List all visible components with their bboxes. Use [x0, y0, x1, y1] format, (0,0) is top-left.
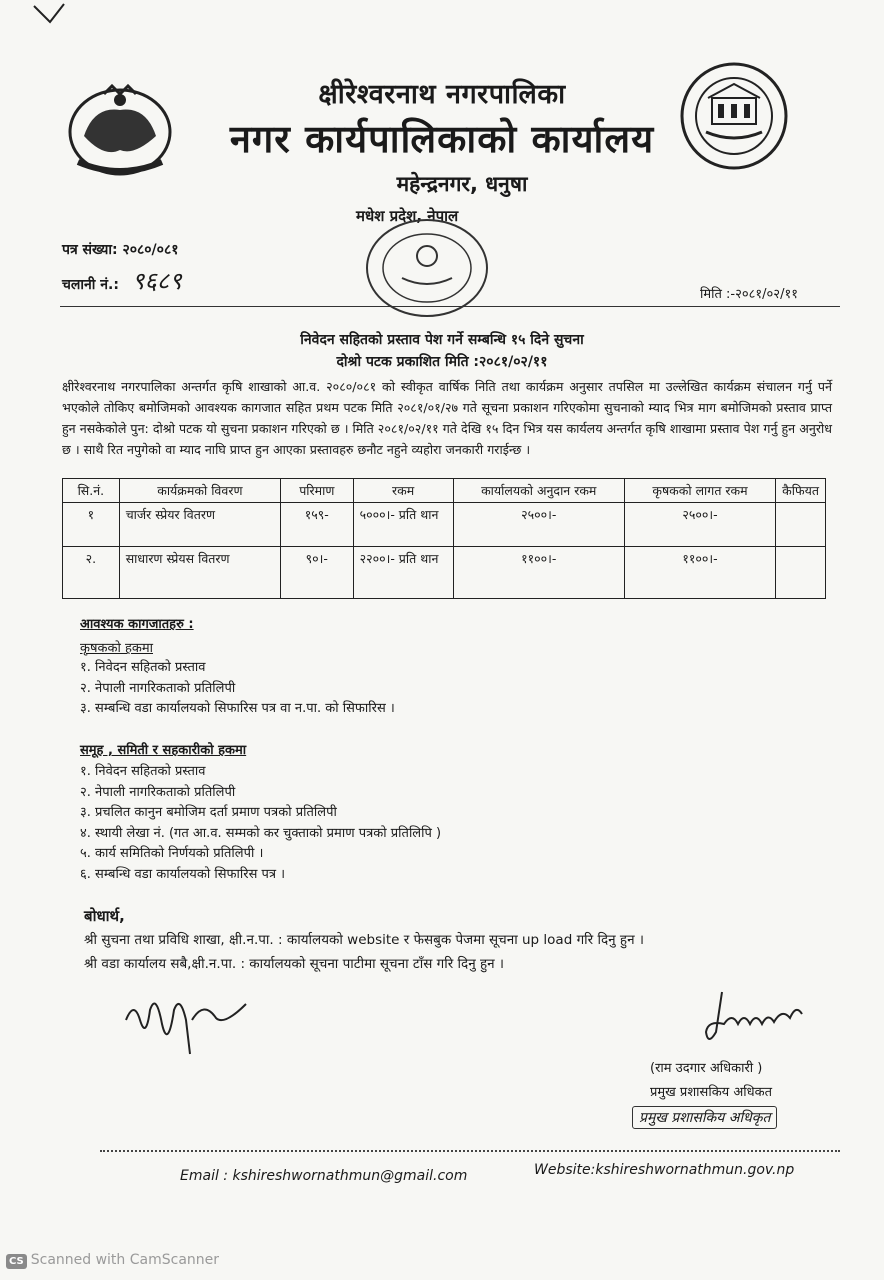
cell-office-grant: ११००।-	[453, 547, 624, 599]
list-item: ३. सम्बन्धि वडा कार्यालयको सिफारिस पत्र वा न.पा. को सिफारिस ।	[80, 701, 395, 716]
cell-quantity: १५९-	[281, 503, 354, 547]
scanner-watermark	[6, 1252, 219, 1269]
issue-date-value: २०८१/०२/११	[735, 287, 798, 302]
cell-serial: १	[63, 503, 120, 547]
office-location: महेन्द्रनगर, धनुषा	[396, 172, 528, 196]
list-item: ३. प्रचलित कानुन बमोजिम दर्ता प्रमाण पत्रको प्रतिलिपी	[80, 805, 337, 820]
cell-amount: २२००।- प्रति थान	[353, 547, 453, 599]
notice-body: क्षीरेश्वरनाथ नगरपालिका अन्तर्गत कृषि शाखाको आ.व. २०८०/०८१ को स्वीकृत वार्षिक निति तथा कार्यक्रम अनुसार तपसिल मा उल्लेखित कार्यक्रम संचालन गर्नु पर्ने भएकोले तोकिए बमोजिमको आवश्यक कागजात सहित प्रथम पटक मिति २०८१/०१/२७ गते सूचना प्रकाशन गरिएकोमा सुचनाको म्याद भित्र माग बमोजिमको प्रस्ताव प्राप्त हुन नसकेकोले पुन: दोश्रो पटक यो सुचना प्रकाशन गरिएको छ । मिति २०८१/०२/११ गते देखि १५ दिन भित्र यस कार्यलय अन्तर्गत कृषि शाखामा प्रस्ताव पेश गर्नु हुन अनुरोध छ । साथै रित नपुगेको वा म्याद नाघि प्राप्त हुन आएका प्रस्तावहरु छनौट नहुने व्यहोरा जनकारी गराईन्छ ।	[62, 379, 832, 457]
office-stamp-icon	[362, 216, 492, 320]
cc-heading: बोधार्थ,	[84, 907, 125, 925]
header-divider	[60, 306, 840, 307]
cell-program: चार्जर स्प्रेयर वितरण	[119, 503, 280, 547]
footer-website: Website:kshireshwornathmun.gov.np	[534, 1162, 795, 1178]
scanner-text: Scanned with CamScanner	[30, 1252, 220, 1268]
cell-quantity: ९०।-	[281, 547, 354, 599]
corner-mark	[30, 0, 70, 30]
footer-divider	[100, 1150, 840, 1152]
cell-amount: ५०००।- प्रति थान	[353, 503, 453, 547]
list-item: २. नेपाली नागरिकताको प्रतिलिपी	[80, 680, 236, 696]
cell-remarks	[776, 547, 826, 599]
office-name: नगर कार्यपालिकाको कार्यालय	[229, 117, 655, 161]
group-documents-list	[80, 762, 441, 885]
letter-number	[62, 240, 179, 259]
cell-office-grant: २५००।-	[453, 503, 624, 547]
cc-line-it-branch: श्री सुचना तथा प्रविधि शाखा, क्षी.न.पा. : कार्यालयको website र फेसबुक पेजमा सूचना up load गरि दिनु हुन ।	[84, 932, 644, 948]
col-office-grant: कार्यालयको अनुदान रकम	[453, 479, 624, 503]
program-table	[62, 478, 826, 599]
second-publish-date: दोश्रो पटक प्रकाशित मिति :२०८१/०२/११	[336, 354, 548, 370]
group-heading: समूह , समिती र सहकारीको हकमा	[80, 743, 247, 758]
initials-signature-icon	[120, 990, 250, 1060]
letter-number-value: २०८०/०८१	[122, 242, 179, 258]
table-row	[63, 547, 826, 599]
cell-serial: २.	[63, 547, 120, 599]
issue-date-label: मिति :-	[700, 287, 736, 302]
dispatch-number	[62, 264, 182, 297]
camscanner-logo-icon: CS	[6, 1254, 27, 1269]
dispatch-number-label: चलानी नं.:	[62, 277, 119, 293]
footer-email: Email : kshireshwornathmun@gmail.com	[180, 1168, 468, 1184]
list-item: २. नेपाली नागरिकताको प्रतिलिपी	[80, 784, 236, 800]
table-row	[63, 503, 826, 547]
cc-line-ward-offices: श्री वडा कार्यालय सबै,क्षी.न.पा. : कार्यालयको सूचना पाटीमा सूचना टाँस गरि दिनु हुन ।	[84, 956, 505, 972]
col-farmer-cost: कृषकको लागत रकम	[624, 479, 775, 503]
cell-farmer-cost: २५००।-	[624, 503, 775, 547]
col-serial: सि.नं.	[63, 479, 120, 503]
cell-remarks	[776, 503, 826, 547]
cell-farmer-cost: ११००।-	[624, 547, 775, 599]
cell-program: साधारण स्प्रेयस वितरण	[119, 547, 280, 599]
list-item: ४. स्थायी लेखा नं. (गत आ.व. सम्मको कर चुक्ताको प्रमाण पत्रको प्रतिलिपि )	[80, 825, 442, 841]
table-header-row	[63, 479, 826, 503]
col-remarks: कैफियत	[776, 479, 826, 503]
municipality-name: क्षीरेश्वरनाथ नगरपालिका	[318, 79, 566, 110]
province-name: मधेश प्रदेश, नेपाल	[356, 207, 459, 225]
col-amount: रकम	[353, 479, 453, 503]
documents-heading: आवश्यक कागजातहरु :	[80, 617, 194, 632]
issue-date	[700, 284, 798, 302]
list-item: ५. कार्य समितिको निर्णयको प्रतिलिपी ।	[80, 846, 264, 861]
farmer-documents-list	[80, 658, 395, 720]
list-item: १. निवेदन सहितको प्रस्ताव	[80, 764, 206, 779]
list-item: ६. सम्बन्धि वडा कार्यालयको सिफारिस पत्र ।	[80, 866, 286, 882]
signatory-name: (राम उदगार अधिकारी )	[650, 1061, 763, 1076]
list-item: १. निवेदन सहितको प्रस्ताव	[80, 660, 206, 675]
col-program: कार्यक्रमको विवरण	[119, 479, 280, 503]
farmer-heading: कृषकको हकमा	[80, 641, 153, 656]
col-quantity: परिमाण	[281, 479, 354, 503]
dispatch-number-value: ९६८९	[131, 267, 182, 295]
officer-signature-icon	[698, 988, 808, 1048]
signatory-title: प्रमुख प्रशासकिय अधिकत	[650, 1085, 773, 1100]
signatory-stamp: प्रमुख प्रशासकिय अधिकृत	[632, 1106, 777, 1129]
letter-number-label: पत्र संख्या:	[62, 242, 118, 258]
notice-title: निवेदन सहितको प्रस्ताव पेश गर्ने सम्बन्धि १५ दिने सुचना	[300, 332, 584, 348]
